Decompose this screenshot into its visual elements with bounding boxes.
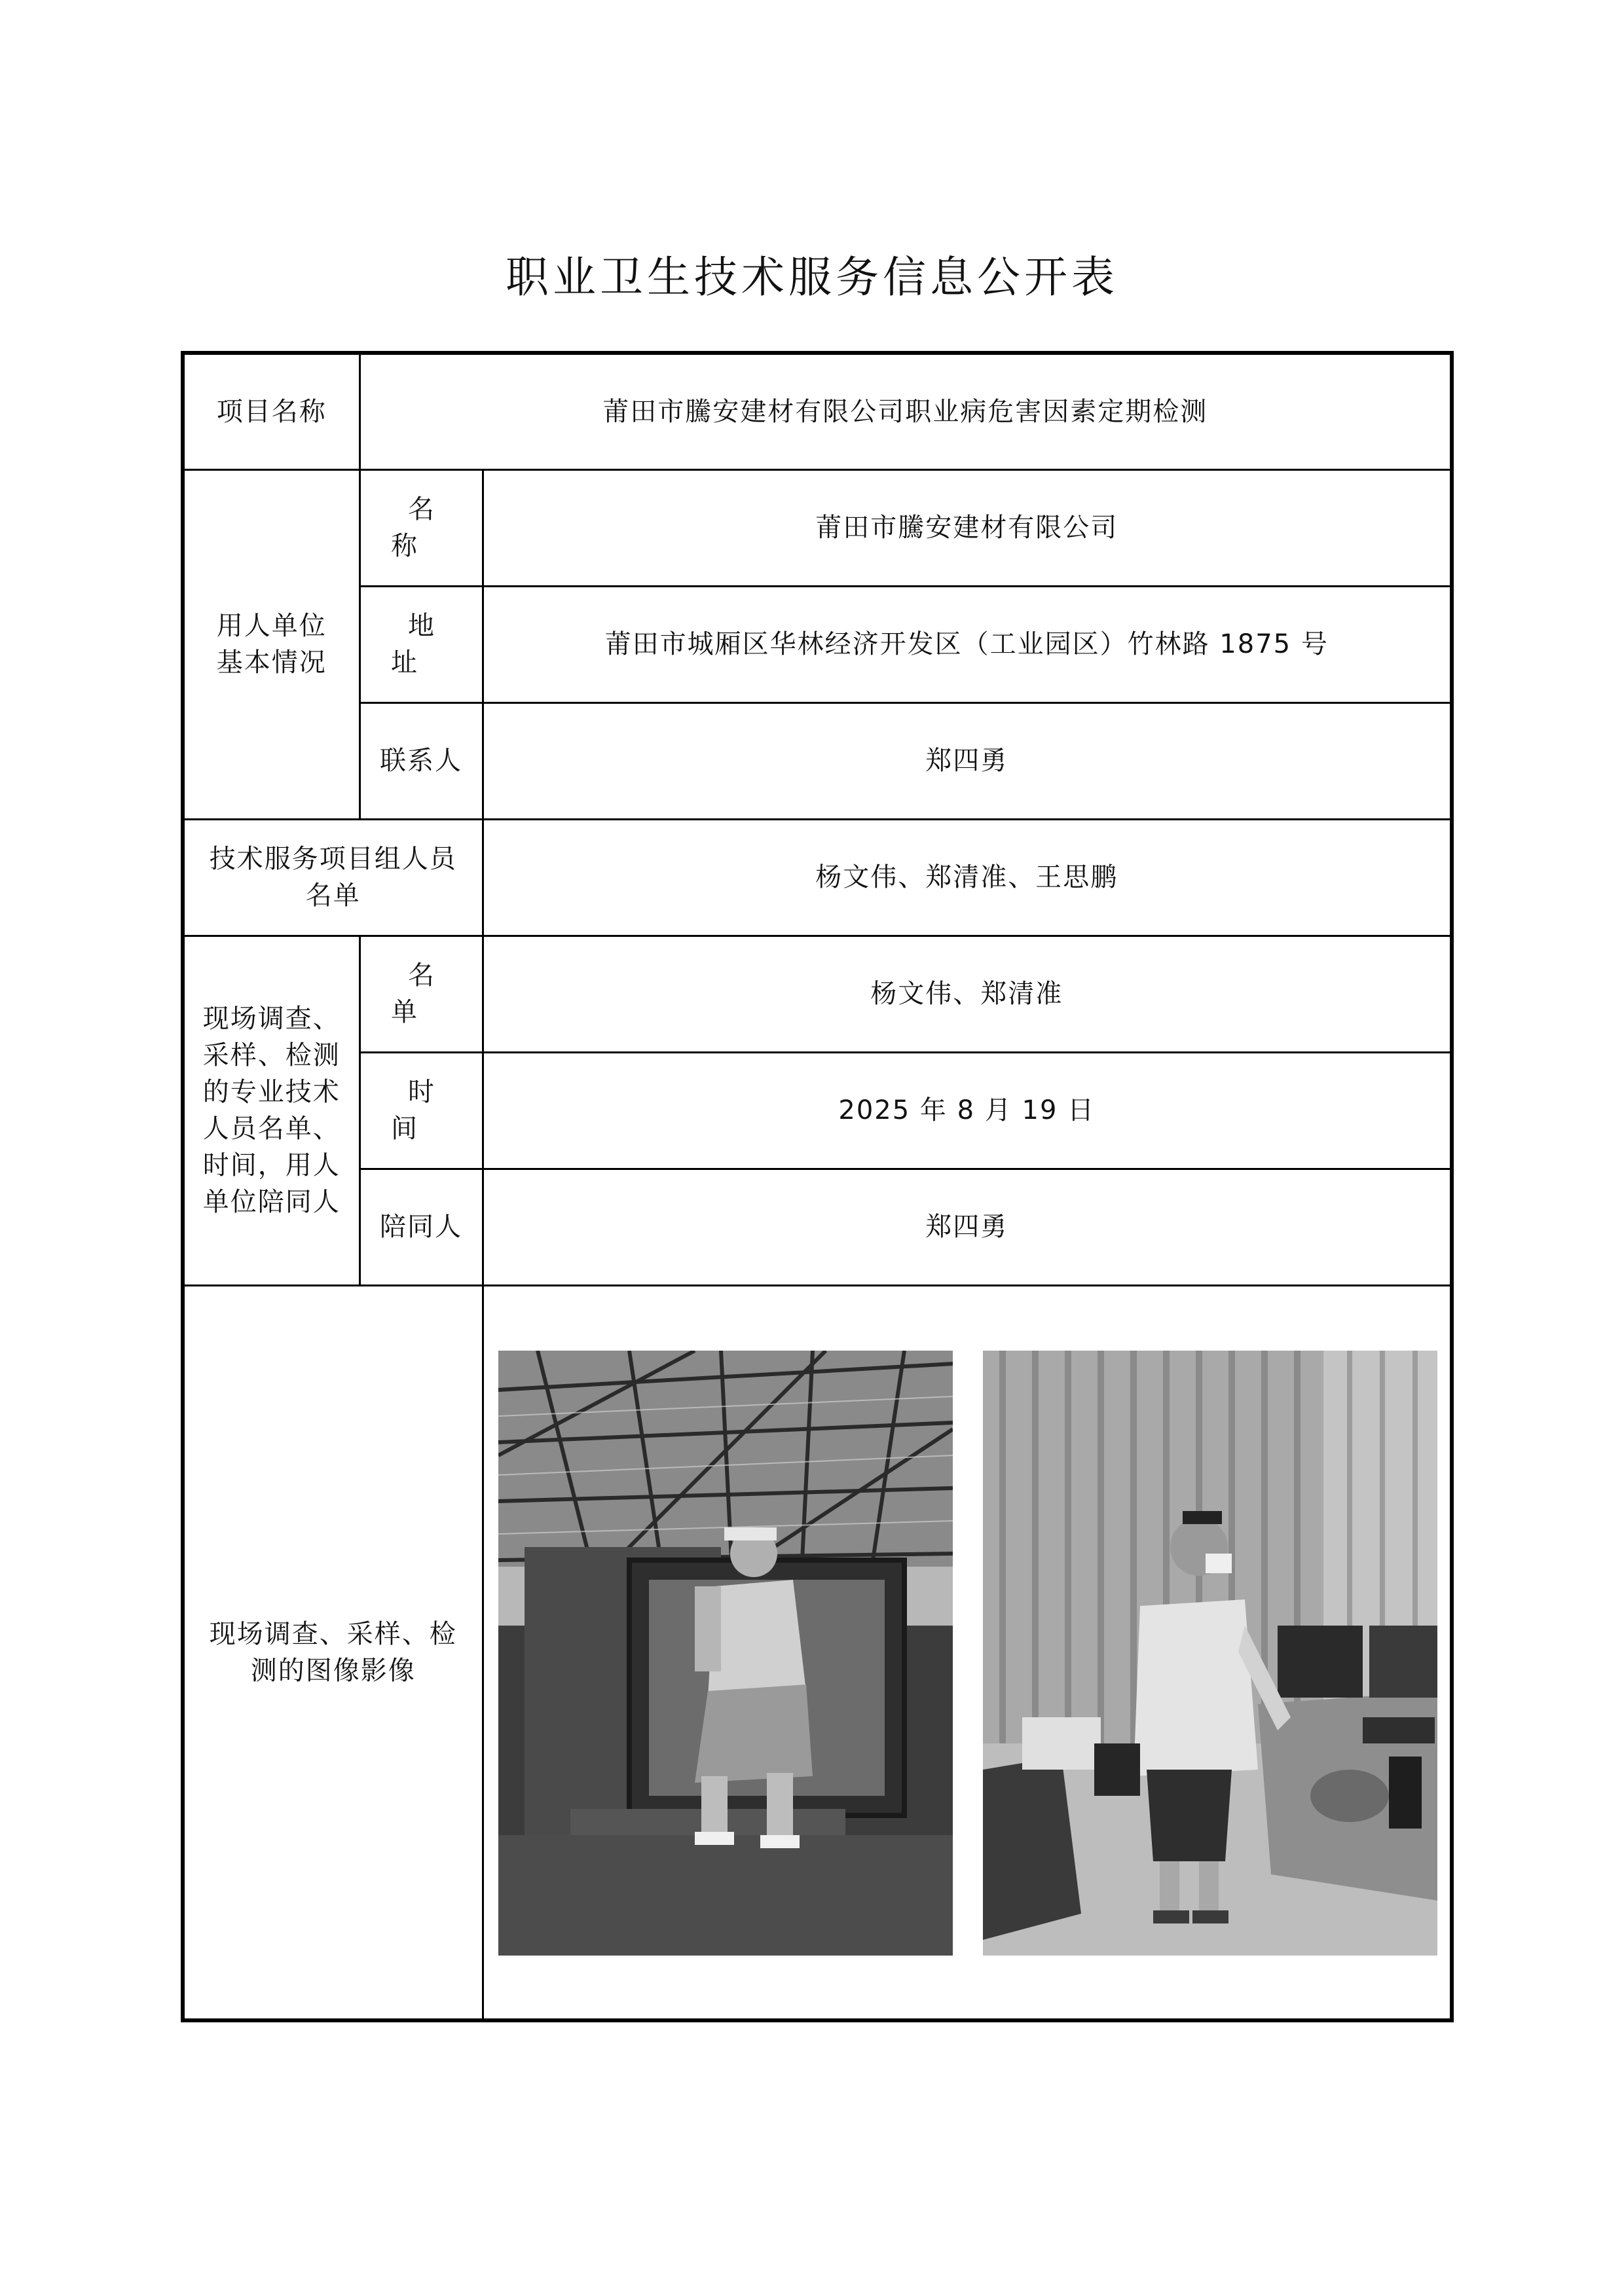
onsite-list-label — [360, 936, 483, 1052]
onsite-escort-label: 陪同人 — [360, 1169, 483, 1285]
info-table — [181, 351, 1454, 2022]
row-team — [183, 819, 1452, 936]
project-name-value: 莆田市騰安建材有限公司职业病危害因素定期检测 — [360, 353, 1452, 469]
employer-address-value: 莆田市城厢区华林经济开发区（工业园区）竹林路 1875 号 — [483, 586, 1452, 702]
employer-address-label — [360, 586, 483, 702]
project-name-label: 项目名称 — [183, 353, 360, 469]
onsite-photo-machinery — [498, 1351, 953, 1956]
onsite-escort-value: 郑四勇 — [483, 1169, 1452, 1285]
onsite-time-label — [360, 1052, 483, 1169]
employer-contact-value: 郑四勇 — [483, 702, 1452, 819]
onsite-label — [183, 936, 360, 1285]
images-cell — [483, 1285, 1452, 2020]
onsite-time-value: 2025 年 8 月 19 日 — [483, 1052, 1452, 1169]
team-value: 杨文伟、郑清准、王思鹏 — [483, 819, 1452, 936]
onsite-label-line: 的专业技术 — [202, 1077, 341, 1107]
onsite-label-line: 人员名单、 — [202, 1114, 341, 1144]
images-label — [183, 1285, 483, 2020]
employer-info-label-line1: 用人单位 — [216, 611, 327, 641]
onsite-time-label-text: 时间 — [391, 1077, 468, 1144]
employer-name-value: 莆田市騰安建材有限公司 — [483, 469, 1452, 586]
row-employer-address — [183, 586, 1452, 702]
row-onsite-time — [183, 1052, 1452, 1169]
row-onsite-escort — [183, 1169, 1452, 1285]
row-onsite-list — [183, 936, 1452, 1052]
onsite-list-label-text: 名单 — [391, 960, 468, 1027]
team-label — [183, 819, 483, 936]
photo-machinery-drawing — [498, 1351, 953, 1956]
team-label-line2: 名单 — [305, 881, 361, 911]
team-label-line1: 技术服务项目组人员 — [209, 844, 457, 874]
onsite-list-value: 杨文伟、郑清准 — [483, 936, 1452, 1052]
images-label-line1: 现场调查、采样、检 — [209, 1618, 457, 1649]
onsite-label-line: 现场调查、 — [202, 1004, 341, 1034]
row-project-name — [183, 353, 1452, 469]
employer-contact-label: 联系人 — [360, 702, 483, 819]
document-title: 职业卫生技术服务信息公开表 — [506, 252, 1118, 302]
row-employer-contact — [183, 702, 1452, 819]
employer-info-label-line2: 基本情况 — [216, 647, 327, 678]
onsite-label-line: 时间，用人 — [202, 1150, 341, 1180]
employer-address-label-text: 地址 — [391, 611, 468, 678]
employer-name-label — [360, 469, 483, 586]
employer-info-label — [183, 469, 360, 819]
photos-container — [484, 1286, 1450, 2018]
employer-name-label-text: 名称 — [391, 494, 468, 561]
onsite-photo-control-room — [983, 1351, 1437, 1956]
onsite-label-line: 采样、检测 — [202, 1040, 341, 1070]
images-label-line2: 测的图像影像 — [250, 1655, 416, 1686]
row-images — [183, 1285, 1452, 2020]
photo-control-room-drawing — [983, 1351, 1437, 1956]
row-employer-name — [183, 469, 1452, 586]
onsite-label-line: 单位陪同人 — [202, 1187, 341, 1217]
